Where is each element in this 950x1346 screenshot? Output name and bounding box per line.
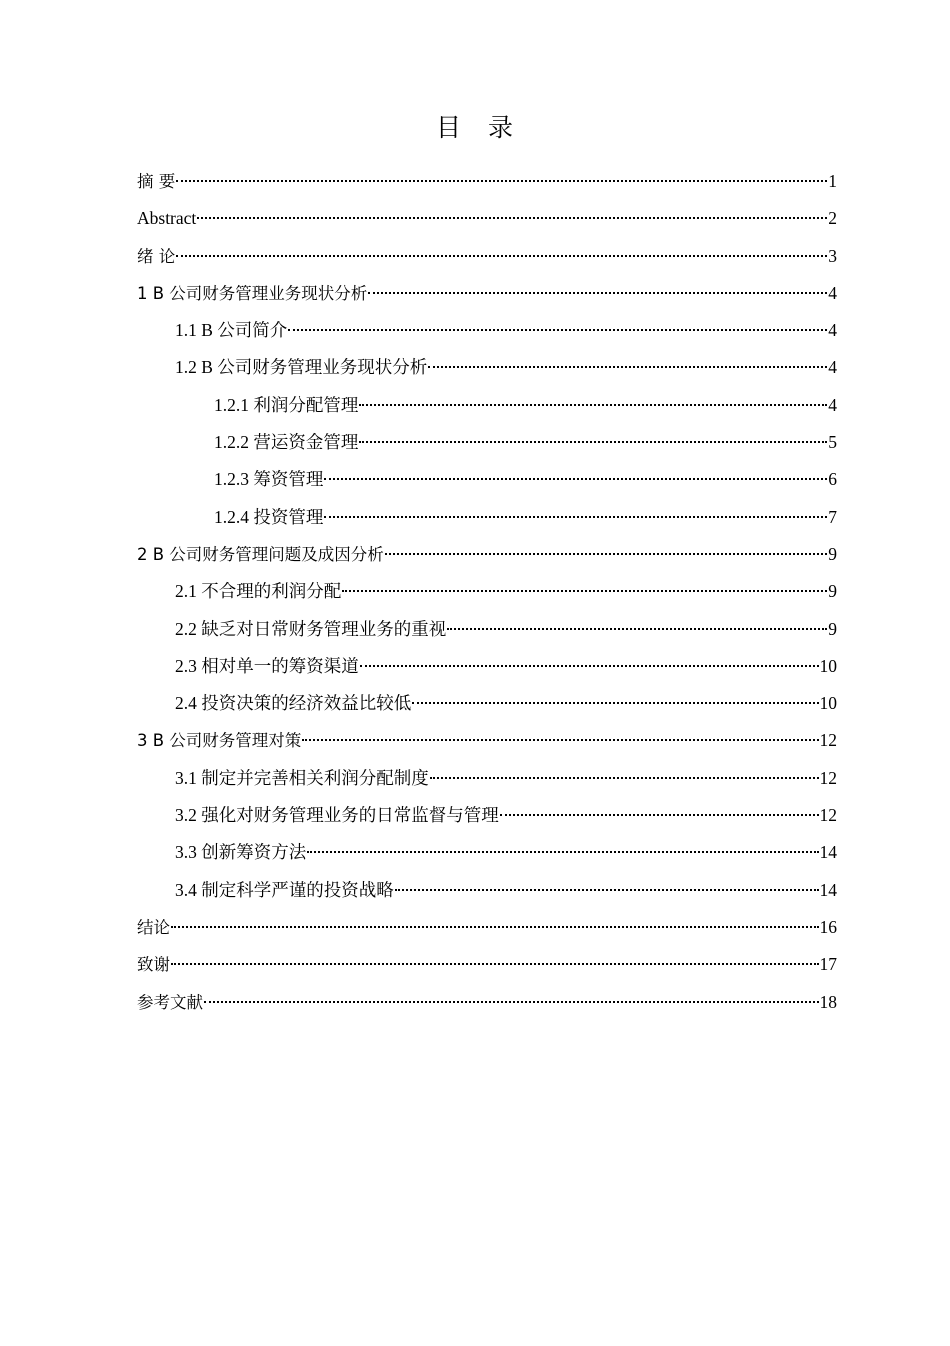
toc-entry-section-3-3[interactable] (137, 834, 837, 871)
dot-leader (307, 851, 818, 853)
dot-leader (324, 478, 827, 480)
toc-page-number: 7 (828, 506, 837, 527)
dot-leader (197, 217, 827, 219)
toc-page-number: 9 (828, 618, 837, 639)
toc-page-number: 9 (828, 543, 837, 564)
toc-page-number: 12 (819, 767, 837, 788)
toc-entry-label: 3.4 制定科学严谨的投资战略 (175, 879, 394, 900)
toc-entry-label: 3 B 公司财务管理对策 (137, 731, 302, 751)
toc-page-number: 14 (819, 842, 837, 863)
toc-page-number: 9 (828, 581, 837, 602)
dot-leader (500, 814, 819, 816)
toc-entry-label: 1.1 B 公司简介 (175, 320, 288, 341)
toc-entry-label: 1.2.1 利润分配管理 (214, 394, 359, 415)
toc-entry-references[interactable] (137, 984, 837, 1021)
toc-entry-label: 绪 论 (137, 246, 176, 266)
toc-entry-section-2-4[interactable] (137, 685, 837, 722)
toc-entry-section-1-1[interactable] (137, 312, 837, 349)
toc-entry-label: 参考文献 (137, 992, 203, 1012)
dot-leader (430, 777, 819, 779)
dot-leader (359, 404, 827, 406)
dot-leader (428, 366, 827, 368)
toc-entry-section-1-2-4[interactable] (137, 499, 837, 536)
toc-entry-conclusion[interactable] (137, 909, 837, 946)
toc-entry-label: 3.3 创新筹资方法 (175, 842, 307, 863)
toc-entry-label: 1.2.3 筹资管理 (214, 469, 324, 490)
toc-title: 目 录 (435, 113, 514, 142)
toc-entry-label: Abstract (137, 208, 197, 229)
dot-leader (176, 180, 827, 182)
dot-leader (171, 963, 819, 965)
dot-leader (359, 441, 827, 443)
toc-entry-label: 2.4 投资决策的经济效益比较低 (175, 693, 412, 714)
toc-entry-section-1-2-3[interactable] (137, 461, 837, 498)
toc-page-number: 2 (828, 208, 837, 229)
toc-page-number: 10 (819, 655, 837, 676)
toc-entry-abstract-cn[interactable] (137, 163, 837, 200)
toc-entry-label: 2.3 相对单一的筹资渠道 (175, 655, 359, 676)
dot-leader (171, 926, 819, 928)
dot-leader (288, 329, 827, 331)
toc-entry-introduction[interactable] (137, 238, 837, 275)
toc-entry-chapter-1[interactable] (137, 275, 837, 312)
toc-entry-section-3-2[interactable] (137, 797, 837, 834)
toc-entry-acknowledgements[interactable] (137, 946, 837, 983)
dot-leader (176, 255, 827, 257)
toc-entry-label: 1.2.2 营运资金管理 (214, 432, 359, 453)
toc-entry-label: 摘 要 (137, 172, 176, 191)
dot-leader (447, 628, 827, 630)
toc-page-number: 16 (819, 916, 837, 937)
toc-entry-label: 3.1 制定并完善相关利润分配制度 (175, 767, 429, 788)
toc-entry-section-3-1[interactable] (137, 760, 837, 797)
toc-page-number: 4 (828, 320, 837, 341)
toc-entry-section-1-2[interactable] (137, 349, 837, 386)
toc-entry-label: 1 B 公司财务管理业务现状分析 (137, 283, 368, 303)
toc-entry-section-2-2[interactable] (137, 611, 837, 648)
toc-entry-section-3-4[interactable] (137, 872, 837, 909)
toc-entry-label: 2 B 公司财务管理问题及成因分析 (137, 544, 384, 564)
toc-page-number: 18 (819, 991, 837, 1012)
dot-leader (302, 739, 818, 741)
toc-entry-label: 1.2.4 投资管理 (214, 506, 324, 527)
dot-leader (412, 702, 818, 704)
toc-page-number: 10 (819, 693, 837, 714)
toc-page-number: 1 (828, 171, 837, 191)
toc-page-number: 12 (819, 805, 837, 826)
dot-leader (342, 590, 827, 592)
toc-page-number: 17 (819, 954, 837, 975)
dot-leader (395, 889, 819, 891)
toc-page-number: 5 (828, 432, 837, 453)
toc-entry-label: 2.2 缺乏对日常财务管理业务的重视 (175, 618, 447, 639)
table-of-contents (137, 163, 837, 1021)
toc-entry-section-1-2-1[interactable] (137, 387, 837, 424)
dot-leader (324, 516, 827, 518)
toc-entry-label: 2.1 不合理的利润分配 (175, 581, 342, 602)
toc-entry-section-1-2-2[interactable] (137, 424, 837, 461)
toc-page-number: 3 (828, 245, 837, 266)
toc-entry-chapter-3[interactable] (137, 722, 837, 759)
toc-page-number: 4 (828, 357, 837, 378)
dot-leader (360, 665, 819, 667)
toc-page-number: 12 (819, 730, 837, 751)
toc-page-number: 4 (828, 394, 837, 415)
toc-entry-abstract-en[interactable] (137, 200, 837, 237)
dot-leader (385, 553, 827, 555)
toc-page-number: 14 (819, 879, 837, 900)
toc-entry-label: 结论 (137, 917, 170, 937)
dot-leader (204, 1001, 819, 1003)
dot-leader (368, 292, 827, 294)
toc-entry-label: 3.2 强化对财务管理业务的日常监督与管理 (175, 805, 499, 826)
toc-entry-section-2-1[interactable] (137, 573, 837, 610)
toc-entry-label: 1.2 B 公司财务管理业务现状分析 (175, 357, 428, 378)
toc-entry-chapter-2[interactable] (137, 536, 837, 573)
toc-page-number: 6 (828, 469, 837, 490)
toc-entry-label: 致谢 (137, 955, 170, 975)
toc-entry-section-2-3[interactable] (137, 648, 837, 685)
toc-page-number: 4 (828, 282, 837, 303)
